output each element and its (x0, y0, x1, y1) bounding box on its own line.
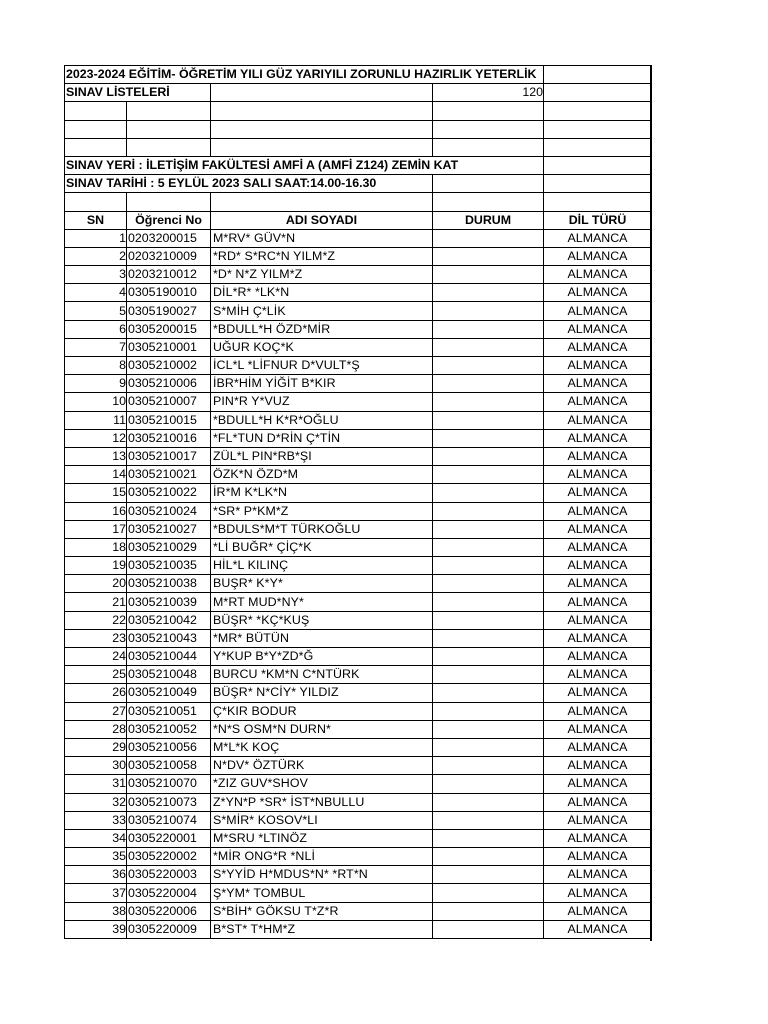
row-student-no: 0305210021 (127, 466, 211, 484)
row-sn: 20 (65, 575, 127, 593)
row-status (433, 557, 544, 575)
row-student-no: 0305210044 (127, 648, 211, 666)
row-language: ALMANCA (544, 375, 652, 393)
row-sn: 26 (65, 684, 127, 702)
row-status (433, 575, 544, 593)
row-status (433, 247, 544, 265)
table-row (65, 302, 652, 320)
row-student-no: 0305210049 (127, 684, 211, 702)
row-name: Ç*KIR BODUR (211, 702, 433, 720)
row-sn: 19 (65, 557, 127, 575)
row-status (433, 757, 544, 775)
row-student-no: 0305210035 (127, 557, 211, 575)
row-language: ALMANCA (544, 702, 652, 720)
row-language: ALMANCA (544, 848, 652, 866)
table-row (65, 648, 652, 666)
row-name: M*RT MUD*NY* (211, 593, 433, 611)
table-row (65, 738, 652, 756)
table-row (65, 775, 652, 793)
row-sn: 16 (65, 502, 127, 520)
row-student-no: 0203210012 (127, 266, 211, 284)
table-row (65, 447, 652, 465)
row-name: ÖZK*N ÖZD*M (211, 466, 433, 484)
row-name: *D* N*Z YILM*Z (211, 266, 433, 284)
row-status (433, 648, 544, 666)
row-language: ALMANCA (544, 902, 652, 920)
row-student-no: 0305220004 (127, 884, 211, 902)
blank-row (65, 120, 652, 138)
row-sn: 18 (65, 538, 127, 556)
row-sn: 13 (65, 447, 127, 465)
row-status (433, 484, 544, 502)
table-row (65, 811, 652, 829)
row-status (433, 811, 544, 829)
row-status (433, 666, 544, 684)
row-student-no: 0305210056 (127, 738, 211, 756)
row-language: ALMANCA (544, 447, 652, 465)
row-sn: 32 (65, 793, 127, 811)
row-name: Y*KUP B*Y*ZD*Ğ (211, 648, 433, 666)
row-sn: 28 (65, 720, 127, 738)
row-status (433, 629, 544, 647)
row-student-no: 0305210007 (127, 393, 211, 411)
exam-list-sheet (64, 65, 652, 939)
row-language: ALMANCA (544, 557, 652, 575)
exam-location: SINAV YERİ : İLETİŞİM FAKÜLTESİ AMFİ A (AMFİ Z124) ZEMİN KAT (66, 157, 459, 172)
row-sn: 17 (65, 520, 127, 538)
row-status (433, 538, 544, 556)
row-language: ALMANCA (544, 466, 652, 484)
row-name: BÜŞR* *KÇ*KUŞ (211, 611, 433, 629)
row-sn: 38 (65, 902, 127, 920)
table-row (65, 666, 652, 684)
row-student-no: 0305210042 (127, 611, 211, 629)
table-row (65, 684, 652, 702)
table-row (65, 466, 652, 484)
row-student-no: 0305210048 (127, 666, 211, 684)
row-sn: 11 (65, 411, 127, 429)
row-student-no: 0305210022 (127, 484, 211, 502)
row-language: ALMANCA (544, 775, 652, 793)
row-student-no: 0305220009 (127, 920, 211, 938)
row-sn: 22 (65, 611, 127, 629)
row-sn: 5 (65, 302, 127, 320)
row-status (433, 338, 544, 356)
row-name: N*DV* ÖZTÜRK (211, 757, 433, 775)
row-name: UĞUR KOÇ*K (211, 338, 433, 356)
row-name: S*YYİD H*MDUS*N* *RT*N (211, 866, 433, 884)
row-sn: 1 (65, 229, 127, 247)
row-name: HİL*L KILINÇ (211, 557, 433, 575)
row-language: ALMANCA (544, 666, 652, 684)
row-name: ZÜL*L PIN*RB*ŞI (211, 447, 433, 465)
row-status (433, 611, 544, 629)
row-name: BURCU *KM*N C*NTÜRK (211, 666, 433, 684)
row-sn: 31 (65, 775, 127, 793)
row-student-no: 0305220006 (127, 902, 211, 920)
table-row (65, 520, 652, 538)
row-status (433, 266, 544, 284)
table-row (65, 884, 652, 902)
column-header-row (65, 211, 652, 229)
row-student-no: 0305210015 (127, 411, 211, 429)
row-student-no: 0305210052 (127, 720, 211, 738)
table-row (65, 920, 652, 938)
table-row (65, 247, 652, 265)
row-language: ALMANCA (544, 302, 652, 320)
row-student-no: 0305210038 (127, 575, 211, 593)
row-name: *N*S OSM*N DURN* (211, 720, 433, 738)
row-language: ALMANCA (544, 484, 652, 502)
row-sn: 27 (65, 702, 127, 720)
row-name: BUŞR* K*Y* (211, 575, 433, 593)
row-student-no: 0305210001 (127, 338, 211, 356)
row-sn: 34 (65, 829, 127, 847)
row-sn: 12 (65, 429, 127, 447)
table-row (65, 357, 652, 375)
row-language: ALMANCA (544, 684, 652, 702)
row-student-no: 0305210024 (127, 502, 211, 520)
row-language: ALMANCA (544, 648, 652, 666)
row-status (433, 902, 544, 920)
table-row (65, 866, 652, 884)
row-student-no: 0305210074 (127, 811, 211, 829)
row-language: ALMANCA (544, 593, 652, 611)
row-status (433, 738, 544, 756)
table-row (65, 538, 652, 556)
row-language: ALMANCA (544, 611, 652, 629)
row-status (433, 866, 544, 884)
row-status (433, 302, 544, 320)
row-name: İCL*L *LİFNUR D*VULT*Ş (211, 357, 433, 375)
row-student-no: 0305190010 (127, 284, 211, 302)
row-name: PIN*R Y*VUZ (211, 393, 433, 411)
row-sn: 35 (65, 848, 127, 866)
row-name: *SR* P*KM*Z (211, 502, 433, 520)
row-status (433, 848, 544, 866)
table-row (65, 320, 652, 338)
row-student-no: 0203200015 (127, 229, 211, 247)
row-name: BÜŞR* N*CİY* YILDIZ (211, 684, 433, 702)
row-student-no: 0305210051 (127, 702, 211, 720)
row-status (433, 720, 544, 738)
row-student-no: 0305210016 (127, 429, 211, 447)
row-sn: 29 (65, 738, 127, 756)
row-student-no: 0305220003 (127, 866, 211, 884)
row-status (433, 502, 544, 520)
row-language: ALMANCA (544, 629, 652, 647)
row-sn: 21 (65, 593, 127, 611)
title-row-1 (65, 66, 652, 84)
row-status (433, 520, 544, 538)
row-language: ALMANCA (544, 284, 652, 302)
row-student-no: 0305210017 (127, 447, 211, 465)
row-sn: 15 (65, 484, 127, 502)
col-header-status: DURUM (433, 211, 544, 229)
row-language: ALMANCA (544, 829, 652, 847)
row-sn: 36 (65, 866, 127, 884)
exam-date: SINAV TARİHİ : 5 EYLÜL 2023 SALI SAAT:14.00-16.30 (66, 176, 377, 191)
row-name: *MİR ONG*R *NLİ (211, 848, 433, 866)
table-row (65, 393, 652, 411)
row-language: ALMANCA (544, 393, 652, 411)
row-language: ALMANCA (544, 575, 652, 593)
row-name: S*MİH Ç*LİK (211, 302, 433, 320)
row-status (433, 593, 544, 611)
row-sn: 7 (65, 338, 127, 356)
student-count: 120 (433, 84, 544, 102)
table-row (65, 829, 652, 847)
row-language: ALMANCA (544, 266, 652, 284)
sheet-title: 2023-2024 EĞİTİM- ÖĞRETİM YILI GÜZ YARIYILI ZORUNLU HAZIRLIK YETERLİK (66, 67, 537, 81)
table-row (65, 266, 652, 284)
row-student-no: 0305220002 (127, 848, 211, 866)
row-name: İR*M K*LK*N (211, 484, 433, 502)
row-student-no: 0305210039 (127, 593, 211, 611)
row-sn: 6 (65, 320, 127, 338)
row-language: ALMANCA (544, 411, 652, 429)
row-sn: 30 (65, 757, 127, 775)
row-language: ALMANCA (544, 811, 652, 829)
row-sn: 37 (65, 884, 127, 902)
row-name: *MR* BÜTÜN (211, 629, 433, 647)
row-language: ALMANCA (544, 793, 652, 811)
row-student-no: 0305210029 (127, 538, 211, 556)
blank-row (65, 102, 652, 120)
sheet-subtitle: SINAV LİSTELERİ (66, 85, 170, 100)
row-status (433, 411, 544, 429)
table-row (65, 702, 652, 720)
row-student-no: 0305210043 (127, 629, 211, 647)
table-row (65, 720, 652, 738)
row-student-no: 0305220001 (127, 829, 211, 847)
row-status (433, 447, 544, 465)
row-name: M*SRU *LTINÖZ (211, 829, 433, 847)
table-row (65, 484, 652, 502)
col-header-student-no: Öğrenci No (127, 211, 211, 229)
table-row (65, 375, 652, 393)
row-sn: 4 (65, 284, 127, 302)
row-sn: 23 (65, 629, 127, 647)
row-status (433, 466, 544, 484)
table-row (65, 502, 652, 520)
table-row (65, 575, 652, 593)
row-status (433, 884, 544, 902)
table-row (65, 284, 652, 302)
row-language: ALMANCA (544, 429, 652, 447)
title-cell (65, 66, 537, 84)
row-status (433, 775, 544, 793)
row-name: *RD* S*RC*N YILM*Z (211, 247, 433, 265)
row-student-no: 0305210058 (127, 757, 211, 775)
row-sn: 3 (65, 266, 127, 284)
row-language: ALMANCA (544, 357, 652, 375)
table-row (65, 848, 652, 866)
row-status (433, 284, 544, 302)
row-name: Ş*YM* TOMBUL (211, 884, 433, 902)
row-status (433, 829, 544, 847)
row-name: M*L*K KOÇ (211, 738, 433, 756)
table-row (65, 793, 652, 811)
row-status (433, 920, 544, 938)
row-language: ALMANCA (544, 338, 652, 356)
sheet-right-border (650, 65, 652, 941)
row-student-no: 0305210073 (127, 793, 211, 811)
exam-list-table (64, 65, 652, 939)
row-language: ALMANCA (544, 320, 652, 338)
row-name: M*RV* GÜV*N (211, 229, 433, 247)
row-student-no: 0305190027 (127, 302, 211, 320)
row-student-no: 0305210006 (127, 375, 211, 393)
row-name: S*MİR* KOSOV*LI (211, 811, 433, 829)
table-row (65, 429, 652, 447)
row-name: *BDULS*M*T TÜRKOĞLU (211, 520, 433, 538)
row-status (433, 793, 544, 811)
table-row (65, 611, 652, 629)
row-status (433, 702, 544, 720)
row-name: *BDULL*H K*R*OĞLU (211, 411, 433, 429)
table-row (65, 629, 652, 647)
row-name: *ZIZ GUV*SHOV (211, 775, 433, 793)
row-status (433, 229, 544, 247)
row-language: ALMANCA (544, 738, 652, 756)
row-name: DİL*R* *LK*N (211, 284, 433, 302)
row-name: Z*YN*P *SR* İST*NBULLU (211, 793, 433, 811)
blank-row (65, 193, 652, 211)
row-sn: 9 (65, 375, 127, 393)
row-language: ALMANCA (544, 502, 652, 520)
row-name: *BDULL*H ÖZD*MİR (211, 320, 433, 338)
table-row (65, 902, 652, 920)
table-row (65, 557, 652, 575)
table-row (65, 593, 652, 611)
row-status (433, 375, 544, 393)
row-sn: 2 (65, 247, 127, 265)
row-language: ALMANCA (544, 520, 652, 538)
row-sn: 39 (65, 920, 127, 938)
table-row (65, 411, 652, 429)
row-student-no: 0305210027 (127, 520, 211, 538)
table-row (65, 338, 652, 356)
row-student-no: 0305200015 (127, 320, 211, 338)
blank-row (65, 138, 652, 156)
row-language: ALMANCA (544, 757, 652, 775)
col-header-language: DİL TÜRÜ (544, 211, 652, 229)
row-name: *Lİ BUĞR* ÇİÇ*K (211, 538, 433, 556)
row-sn: 14 (65, 466, 127, 484)
row-language: ALMANCA (544, 247, 652, 265)
row-student-no: 0203210009 (127, 247, 211, 265)
table-row (65, 757, 652, 775)
row-status (433, 357, 544, 375)
row-name: B*ST* T*HM*Z (211, 920, 433, 938)
row-status (433, 684, 544, 702)
row-name: *FL*TUN D*RİN Ç*TİN (211, 429, 433, 447)
row-language: ALMANCA (544, 920, 652, 938)
row-sn: 33 (65, 811, 127, 829)
row-sn: 10 (65, 393, 127, 411)
row-status (433, 393, 544, 411)
row-status (433, 320, 544, 338)
row-sn: 24 (65, 648, 127, 666)
date-row (65, 175, 652, 193)
row-status (433, 429, 544, 447)
row-name: İBR*HİM YİĞİT B*KIR (211, 375, 433, 393)
location-row (65, 156, 652, 174)
row-language: ALMANCA (544, 720, 652, 738)
row-language: ALMANCA (544, 866, 652, 884)
row-student-no: 0305210070 (127, 775, 211, 793)
table-row (65, 229, 652, 247)
row-language: ALMANCA (544, 884, 652, 902)
row-student-no: 0305210002 (127, 357, 211, 375)
col-header-name: ADI SOYADI (211, 211, 433, 229)
title-row-2 (65, 84, 652, 102)
row-name: S*BİH* GÖKSU T*Z*R (211, 902, 433, 920)
row-sn: 25 (65, 666, 127, 684)
col-header-sn: SN (65, 211, 127, 229)
row-sn: 8 (65, 357, 127, 375)
row-language: ALMANCA (544, 538, 652, 556)
row-language: ALMANCA (544, 229, 652, 247)
